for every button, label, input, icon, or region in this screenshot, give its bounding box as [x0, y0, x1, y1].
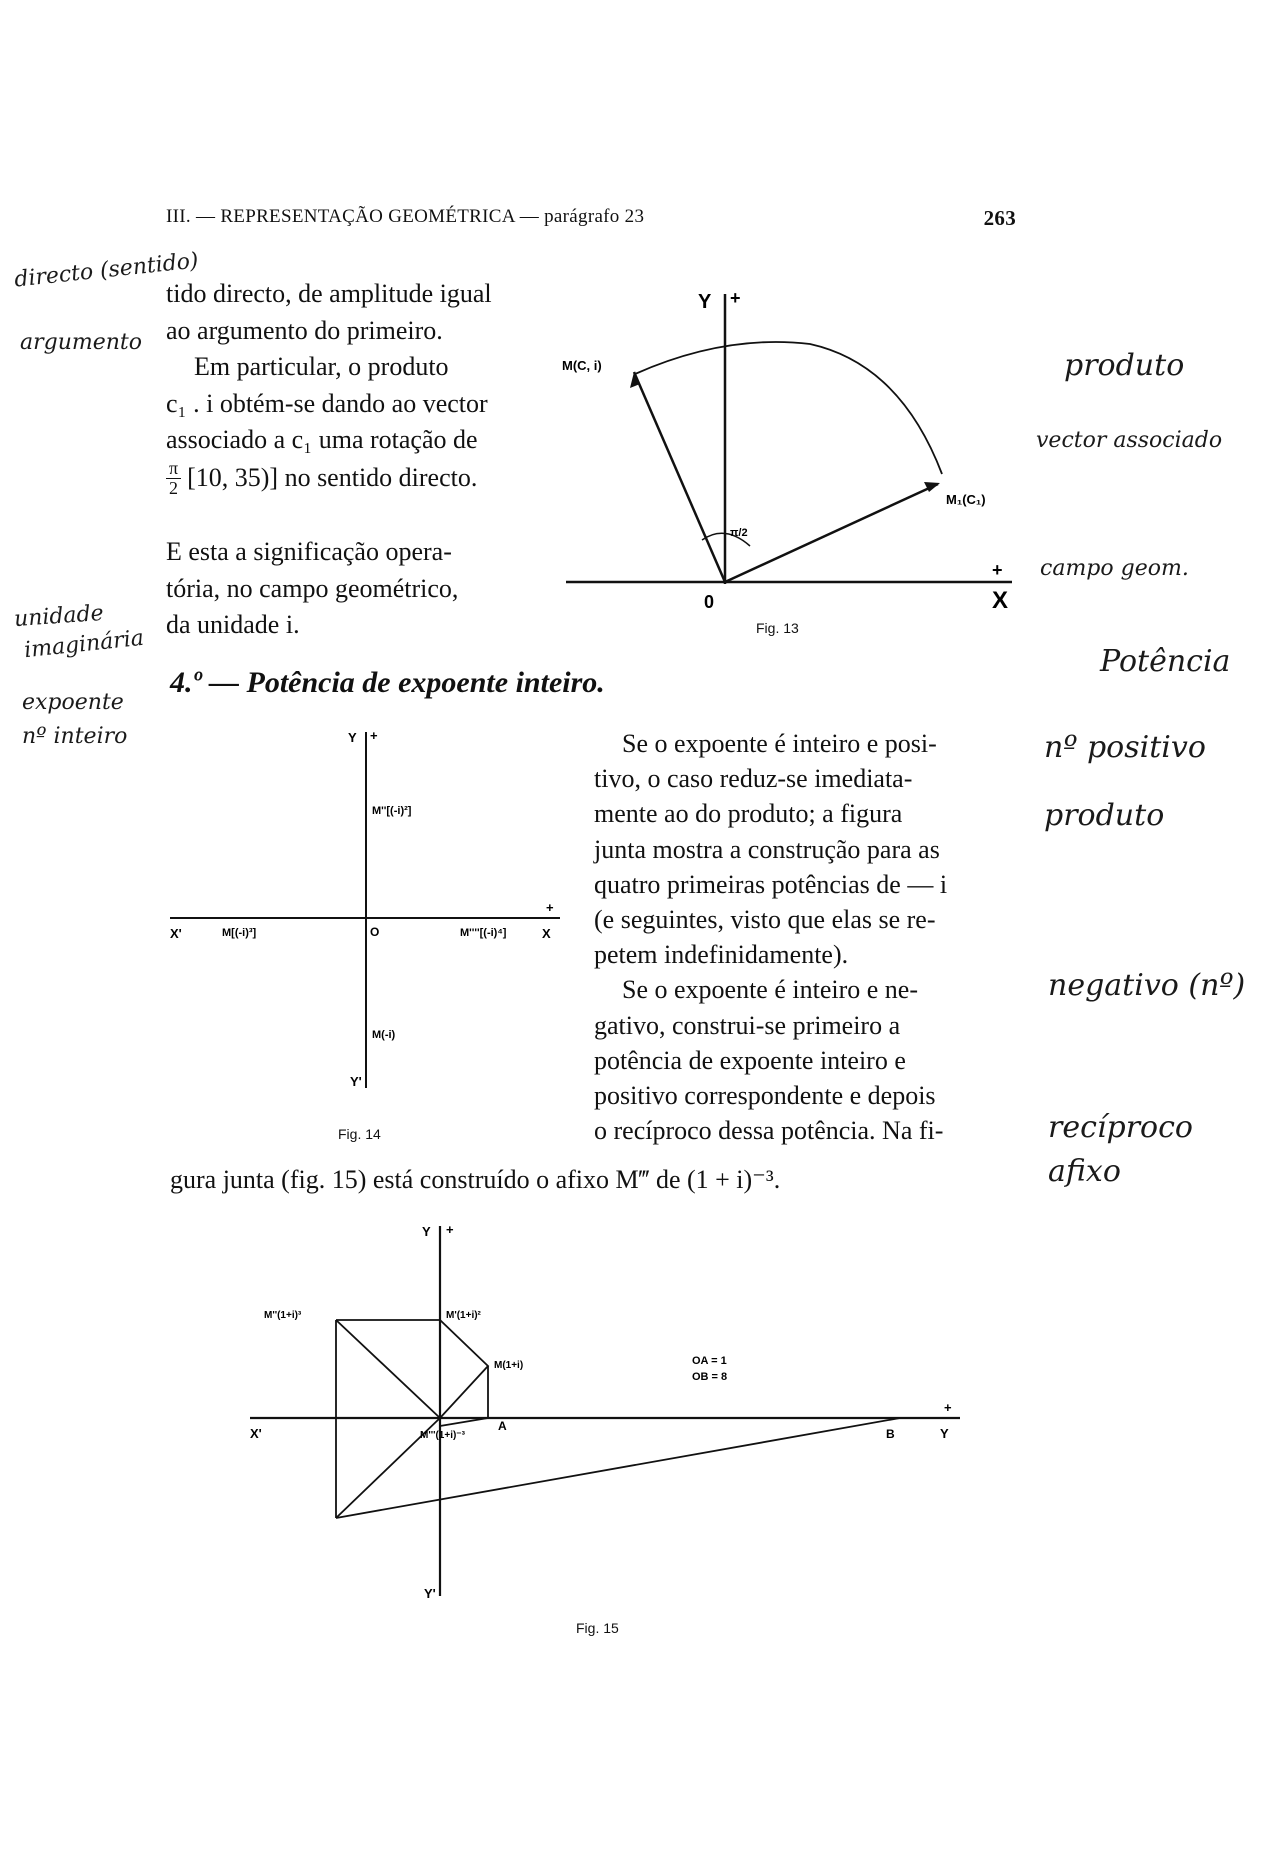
m-right: M''''[(-i)⁴]: [460, 927, 507, 939]
text-line: tória, no campo geométrico,: [166, 573, 459, 603]
text-line: E esta a significação opera-: [166, 537, 452, 566]
y-bottom-label: Y': [350, 1074, 362, 1089]
figure-14-caption: Fig. 14: [338, 1126, 381, 1142]
text-line: ao argumento do primeiro.: [166, 315, 443, 345]
handwritten-note: negativo (nº): [1048, 968, 1246, 1003]
text-line-rest: [10, 35)] no sentido directo.: [187, 462, 478, 492]
vector-c: [634, 372, 725, 582]
ob-label: OB = 8: [692, 1371, 728, 1383]
running-header: [166, 206, 1016, 228]
text-line: da unidade i.: [166, 610, 300, 639]
m-top: M''[(-i)²]: [372, 805, 412, 817]
text-line: c₁ . i obtém-se dando ao vector: [166, 388, 488, 418]
figure-13-caption: Fig. 13: [756, 620, 799, 636]
point-b-label: B: [886, 1427, 895, 1441]
origin-label: 0: [704, 592, 715, 612]
handwritten-note: produto: [1064, 348, 1185, 383]
handwritten-note: vector associado: [1036, 428, 1223, 453]
handwritten-note: unidade: [13, 600, 105, 633]
y-top-label: Y: [348, 730, 357, 745]
handwritten-note: produto: [1044, 798, 1165, 833]
text-line: tido directo, de amplitude igual: [166, 279, 492, 308]
y-label: Y: [698, 291, 712, 313]
figure-15-caption: Fig. 15: [576, 1620, 619, 1636]
m-bottom: M(-i): [372, 1029, 396, 1041]
handwritten-note: expoente: [22, 690, 124, 715]
arc: [635, 342, 942, 474]
vector-c1: [725, 484, 938, 582]
paragraph-afixo: gura junta (fig. 15) está construído o afixo M‴ de (1 + i)⁻³.: [170, 1165, 781, 1194]
text-line: petem indefinidamente).: [594, 940, 849, 970]
figure-13: [560, 284, 1020, 654]
origin-label: O: [370, 925, 380, 939]
y-plus: +: [730, 288, 741, 308]
y-top-label: Y: [422, 1224, 431, 1239]
y-plus: +: [370, 728, 378, 743]
x-right-label: Y: [940, 1426, 949, 1441]
handwritten-note: imaginária: [23, 625, 146, 664]
text-line: Se o expoente é inteiro e ne-: [622, 975, 918, 1005]
construction-line: [336, 1320, 440, 1418]
figure-15: [240, 1216, 980, 1616]
figure-14: [160, 720, 570, 1100]
paragraph-exponent: [594, 726, 1024, 1148]
handwritten-note: argumento: [20, 330, 143, 355]
section-title: 4.º — Potência de expoente inteiro.: [170, 666, 605, 699]
handwritten-note: recíproco: [1048, 1110, 1193, 1145]
text-line: junta mostra a construção para as: [594, 834, 940, 864]
x-right-label: X: [542, 926, 551, 941]
text-line: Se o expoente é inteiro e posi-: [622, 729, 937, 758]
fraction-denominator: 2: [169, 477, 179, 498]
oa-label: OA = 1: [692, 1355, 727, 1367]
handwritten-note: afixo: [1048, 1154, 1121, 1189]
m-1-plus-i-squared: M'(1+i)²: [446, 1310, 481, 1321]
x-left-label: X': [170, 926, 182, 941]
text-line: potência de expoente inteiro e: [594, 1045, 906, 1075]
m-1-plus-i-cubed: M''(1+i)³: [264, 1310, 302, 1321]
construction-lines: [440, 1320, 488, 1418]
angle-label: π/2: [730, 527, 748, 539]
y-plus: +: [446, 1222, 454, 1237]
page-number: 263: [983, 206, 1016, 230]
text-line: positivo correspondente e depois: [594, 1081, 936, 1111]
text-line: o recíproco dessa potência. Na fi-: [594, 1116, 944, 1146]
handwritten-note: campo geom.: [1040, 556, 1189, 581]
fraction-numerator: π: [166, 459, 181, 479]
construction-line: [440, 1418, 488, 1426]
x-left-label: X': [250, 1426, 262, 1441]
point-upper: M(C, i): [562, 358, 602, 373]
paragraph-rotation: [166, 276, 544, 498]
text-line-fraction: [166, 459, 544, 498]
text-line: quatro primeiras potências de — i: [594, 869, 948, 899]
x-label: X: [992, 587, 1009, 614]
point-lower: M₁(C₁): [946, 492, 986, 507]
handwritten-note: Potência: [1100, 644, 1231, 679]
text-line: associado a c₁ uma rotação de: [166, 425, 478, 454]
m-left: M[(-i)³]: [222, 927, 257, 939]
text-line: gativo, construi-se primeiro a: [594, 1010, 901, 1040]
y-bottom-label: Y': [424, 1586, 436, 1601]
m-1-plus-i: M(1+i): [494, 1360, 524, 1371]
point-a-label: A: [498, 1419, 507, 1433]
handwritten-note: nº inteiro: [22, 724, 128, 749]
x-plus: +: [944, 1400, 952, 1415]
text-line: (e seguintes, visto que elas se re-: [594, 905, 936, 935]
text-line: tivo, o caso reduz-se imediata-: [594, 764, 913, 794]
fraction: [166, 459, 181, 498]
m-1-plus-i-neg-cubed: M'''(1+i)⁻³: [420, 1430, 465, 1441]
text-line: mente ao do produto; a figura: [594, 799, 903, 829]
text-line: Em particular, o produto: [194, 352, 449, 381]
handwritten-note: nº positivo: [1044, 730, 1206, 765]
handwritten-note: directo (sentido): [13, 248, 200, 293]
running-title: III. — REPRESENTAÇÃO GEOMÉTRICA — parágrafo 23: [166, 206, 645, 227]
paragraph-significance: [166, 534, 544, 644]
x-plus: +: [546, 900, 554, 915]
x-plus: +: [992, 560, 1003, 580]
